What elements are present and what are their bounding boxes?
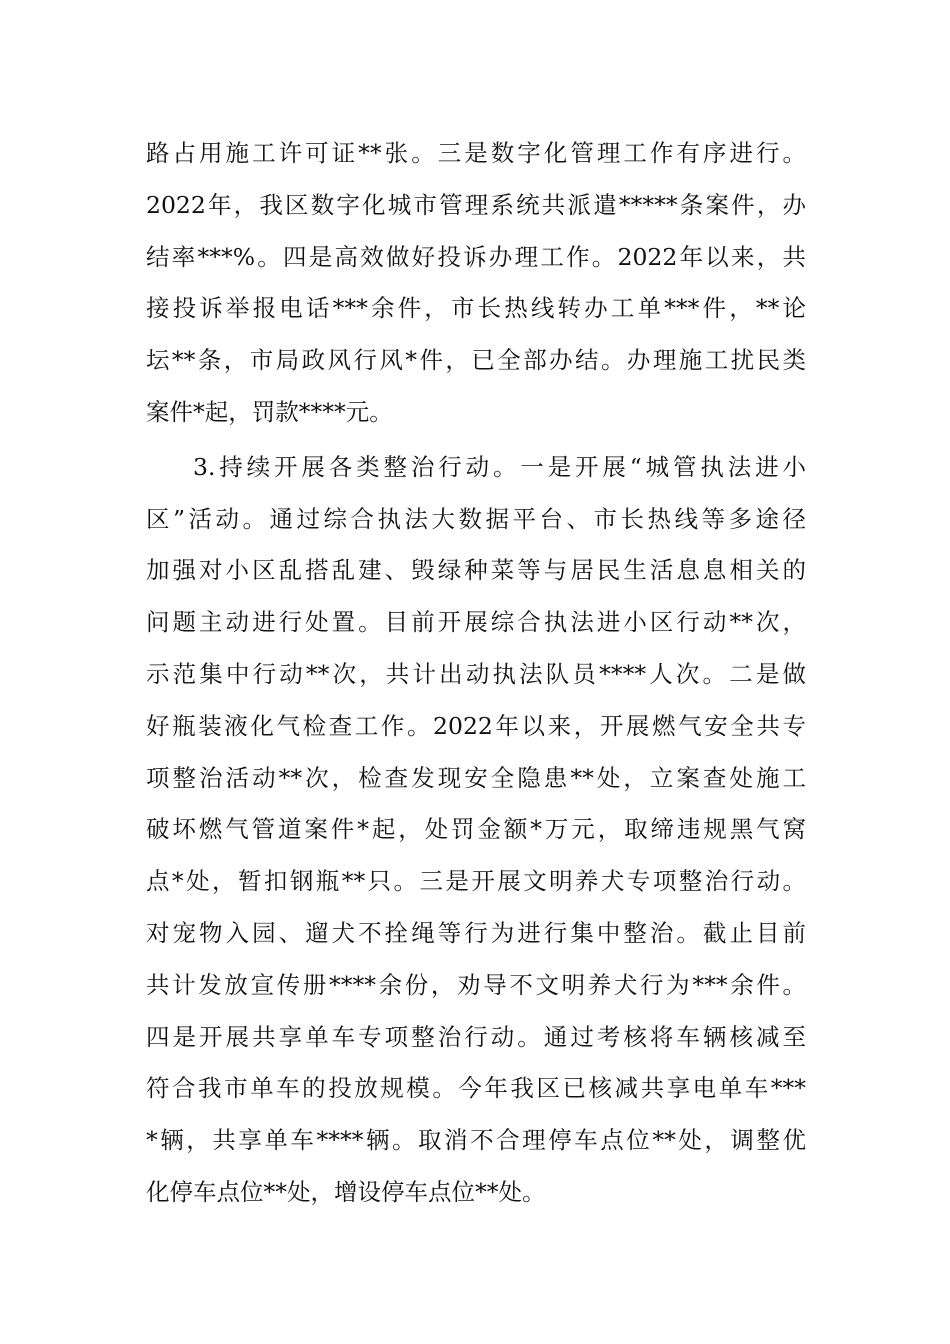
text-line: 区”活动。通过综合执法大数据平台、市长热线等多途径 bbox=[146, 504, 806, 533]
text-line: 好瓶装液化气检查工作。2022年以来，开展燃气安全共专 bbox=[146, 711, 806, 740]
text-line: 符合我市单车的投放规模。今年我区已核减共享电单车*** bbox=[146, 1074, 806, 1103]
text-line: 对宠物入园、遛犬不拴绳等行为进行集中整治。截止目前 bbox=[146, 918, 806, 947]
text-line: 结率***%。四是高效做好投诉办理工作。2022年以来，共 bbox=[146, 242, 806, 271]
document-body bbox=[146, 128, 806, 1219]
text-line: 案件*起，罚款****元。 bbox=[146, 397, 393, 426]
text-line: 示范集中行动**次，共计出动执法队员****人次。二是做 bbox=[146, 659, 806, 688]
text-line: 化停车点位**处，增设停车点位**处。 bbox=[146, 1177, 546, 1206]
text-line: 加强对小区乱搭乱建、毁绿种菜等与居民生活息息相关的 bbox=[146, 556, 806, 585]
text-line: 问题主动进行处置。目前开展综合执法进小区行动**次， bbox=[146, 608, 806, 637]
paragraph-continuation bbox=[146, 128, 806, 439]
text-line: 坛**条，市局政风行风*件，已全部办结。办理施工扰民类 bbox=[146, 346, 806, 375]
text-line: 路占用施工许可证**张。三是数字化管理工作有序进行。 bbox=[146, 139, 806, 167]
text-line: 项整治活动**次，检查发现安全隐患**处，立案查处施工 bbox=[146, 763, 806, 792]
text-line: *辆，共享单车****辆。取消不合理停车点位**处，调整优 bbox=[146, 1126, 806, 1155]
text-line: 破坏燃气管道案件*起，处罚金额*万元，取缔违规黑气窝 bbox=[146, 815, 806, 844]
paragraph-section-3 bbox=[146, 442, 806, 1219]
text-line: 2022年，我区数字化城市管理系统共派遣*****条案件，办 bbox=[146, 190, 806, 219]
text-line: 四是开展共享单车专项整治行动。通过考核将车辆核减至 bbox=[146, 1022, 806, 1051]
text-line: 共计发放宣传册****余份，劝导不文明养犬行为***余件。 bbox=[146, 970, 806, 999]
text-line: 3.持续开展各类整治行动。一是开展“城管执法进小 bbox=[193, 452, 806, 481]
text-line: 接投诉举报电话***余件，市长热线转办工单***件，**论 bbox=[146, 294, 806, 323]
text-line: 点*处，暂扣钢瓶**只。三是开展文明养犬专项整治行动。 bbox=[146, 867, 806, 896]
